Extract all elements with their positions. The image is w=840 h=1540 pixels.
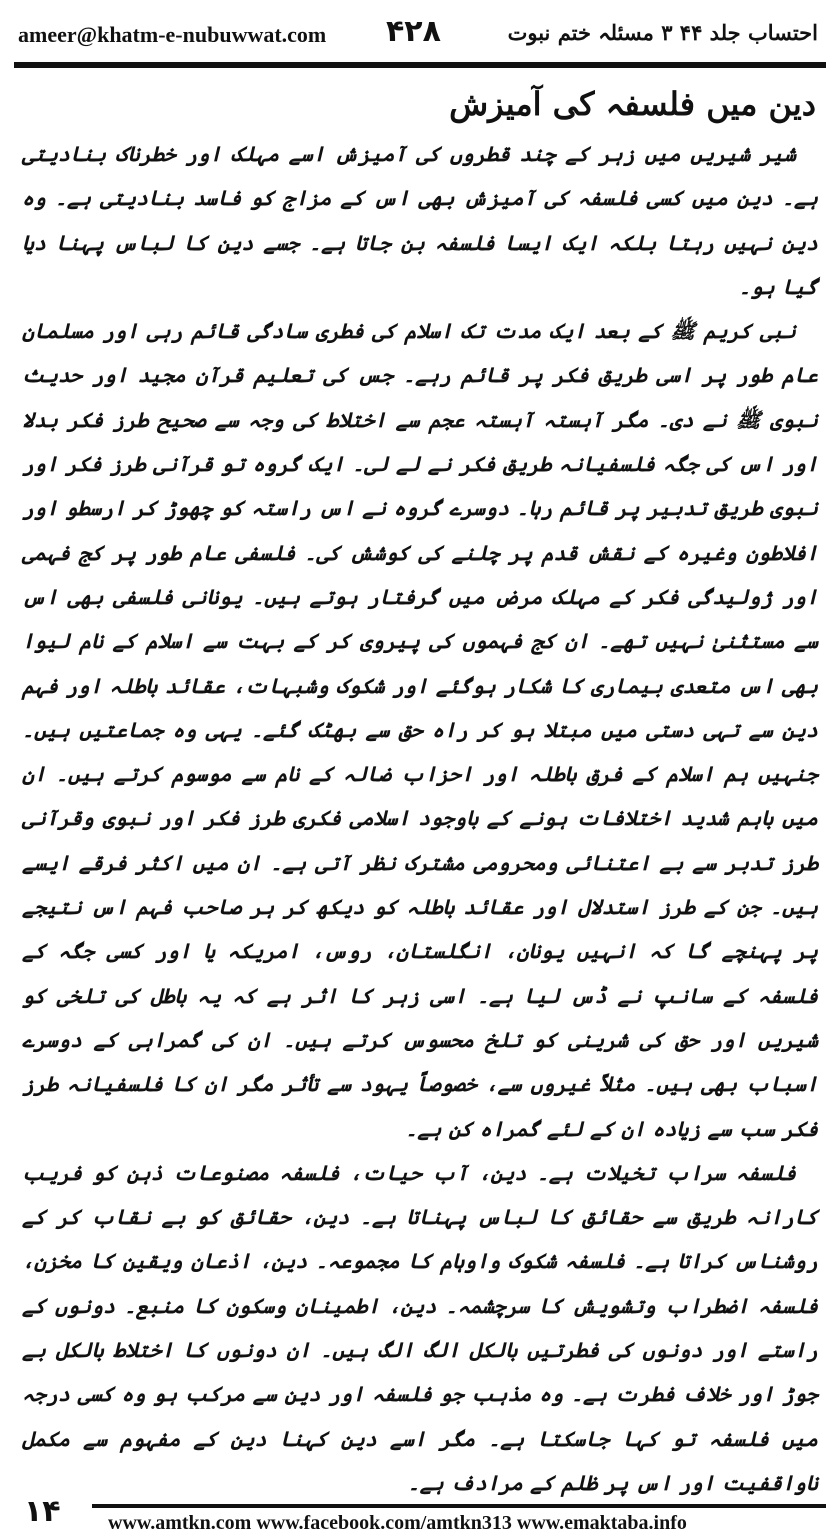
paragraph-3: فلسفہ سراب تخیلات ہے۔ دین، آب حیات، فلسفہ مصنوعات ذہن کو فریب کارانہ طریق سے حقائق کا لباس پہناتا ہے۔ دین، حقائق کو بے نقاب کر کے روشناس کراتا ہے۔ فلسفہ شکوک واوہام کا مجموعہ۔ دین، اذعان ویقین کا مخزن، فلسفہ اضطراب وتشویش کا سرچشمہ۔ دین، اطمینان وسکون کا منبع۔ دونوں کے راستے اور دونوں کی فطرتیں بالکل الگ الگ ہیں۔ ان دونوں کا اختلاط بالکل بے جوڑ اور خلاف فطرت ہے۔ وہ مذہب جو فلسفہ اور دین سے مرکب ہو وہ کسی درجہ میں فلسفہ تو کہا جاسکتا ہے۔ مگر اسے دین کہنا دین کے مفہوم سے مکمل ناواقفیت اور اس پر ظلم کے مرادف ہے۔	[22, 1160, 818, 1495]
footer-divider	[92, 1504, 826, 1508]
header-email: ameer@khatm-e-nubuwwat.com	[18, 22, 327, 47]
footer-number: ۱۴	[24, 1494, 61, 1529]
paragraph-2: نبی کریم ﷺ کے بعد ایک مدت تک اسلام کی فطری سادگی قائم رہی اور مسلمان عام طور پر اسی طریق فکر پر قائم رہے۔ جس کی تعلیم قرآن مجید اور حدیث نبوی ﷺ نے دی۔ مگر آہستہ آہستہ عجم سے اختلاط کی وجہ سے صحیح طرز فکر بدلا اور اس کی جگہ فلسفیانہ طریق فکر نے لے لی۔ ایک گروہ تو قرآنی طرز فکر اور نبوی طریق تدبیر پر قائم رہا۔ دوسرے گروہ نے اس راستہ کو چھوڑ کر ارسطو اور افلاطون وغیرہ کے نقش قدم پر چلنے کی کوشش کی۔ فلسفی عام طور پر کج فہمی اور ژولیدگی فکر کے مہلک مرض میں گرفتار ہوتے ہیں۔ یونانی فلسفی بھی اس سے مستثنیٰ نہیں تھے۔ ان کج فہموں کی پیروی کر کے بہت سے اسلام کے نام لیوا بھی اس متعدی بیماری کا شکار ہوگئے اور شکوک وشبہات، عقائد باطلہ اور فہم دین سے تہی دستی میں مبتلا ہو کر راہ حق سے بھٹک گئے۔ یہی وہ جماعتیں ہیں۔ جنہیں ہم اسلام کے فرق باطلہ اور احزاب ضالہ کے نام سے موسوم کرتے ہیں۔ ان میں باہم شدید اختلافات ہونے کے باوجود اسلامی فکری طرز فکر اور نبوی وقرآنی طرز تدبر سے بے اعتنائی ومحرومی مشترک نظر آتی ہے۔ ان میں اکثر فرقے ایسے ہیں۔ جن کے طرز استدلال اور عقائد باطلہ کو دیکھ کر ہر صاحب فہم اس نتیجے پر پہنچے گا کہ انہیں یونان، انگلستان، روس، امریکہ یا اور کسی جگہ کے فلسفہ کے سانپ نے ڈس لیا ہے۔ اسی زہر کا اثر ہے کہ یہ باطل کی تلخی کو شیریں اور حق کی شرینی کو تلخ محسوس کرتے ہیں۔ ان کی گمراہی کے دوسرے اسباب بھی ہیں۔ مثلاً غیروں سے، خصوصاً یہود سے تأثر مگر ان کا فلسفیانہ طرز فکر سب سے زیادہ ان کے لئے گمراہ کن ہے۔	[22, 319, 818, 1141]
paragraph-1: شیر شیریں میں زہر کے چند قطروں کی آمیزش اسے مہلک اور خطرناک بنادیتی ہے۔ دین میں کسی فلسفہ کی آمیزش بھی اس کے مزاج کو فاسد بنادیتی ہے۔ وہ دین نہیں رہتا بلکہ ایک ایسا فلسفہ بن جاتا ہے۔ جسے دین کا لباس پہنا دیا گیا ہو۔	[22, 142, 818, 299]
section-heading: دین میں فلسفہ کی آمیزش	[449, 85, 816, 123]
header-divider	[14, 62, 826, 68]
article-body	[22, 132, 818, 1505]
page-footer	[0, 1490, 840, 1540]
footer-links: www.amtkn.com www.facebook.com/amtkn313 www.emaktaba.info	[108, 1512, 687, 1534]
page-header	[0, 0, 840, 64]
book-title: احتساب جلد ۴۴ ۳ مسئلہ ختم نبوت	[507, 20, 818, 45]
page-number: ۴۲۸	[386, 14, 441, 49]
